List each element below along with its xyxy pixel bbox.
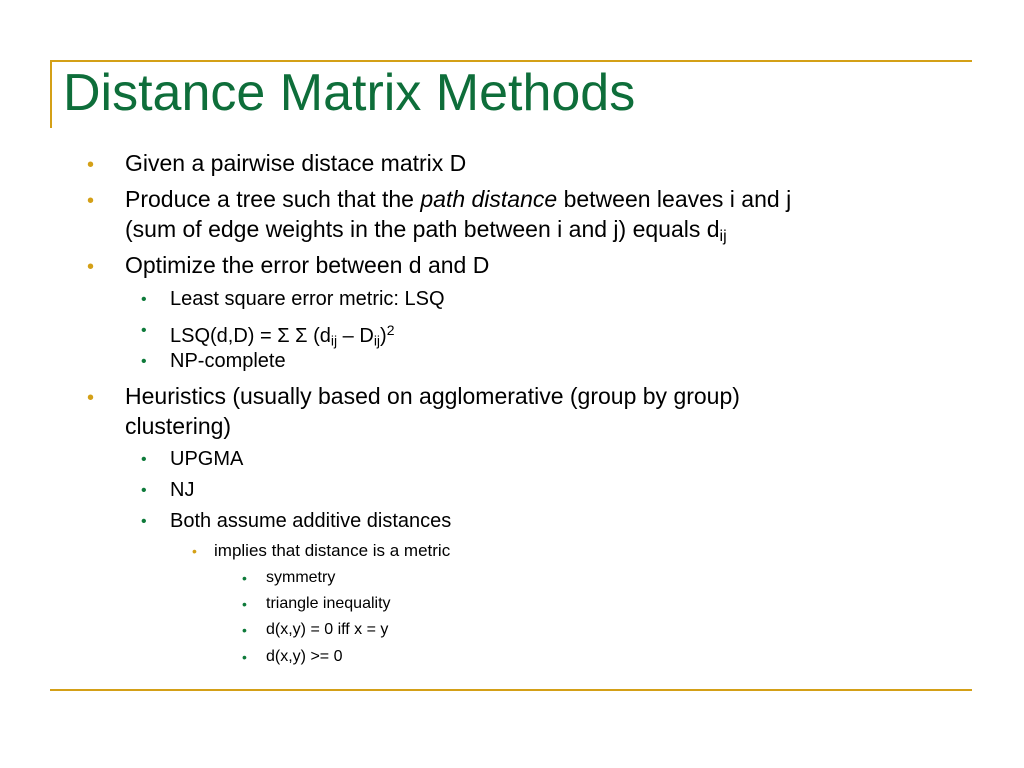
- bullet-icon: •: [87, 190, 95, 212]
- sub-bullet-item: [141, 446, 244, 473]
- level4-bullet-item: [242, 646, 343, 668]
- bullet-text: Heuristics (usually based on agglomerative (group by group): [125, 383, 740, 409]
- bullet-icon: •: [242, 570, 247, 586]
- bullet-text: d(x,y) >= 0: [266, 648, 343, 665]
- bullet-text: implies that distance is a metric: [214, 541, 451, 560]
- bullet-icon: •: [192, 543, 197, 559]
- sub-bullet-item: [141, 477, 195, 504]
- bullet-text: ): [380, 325, 387, 347]
- bullet-icon: •: [141, 353, 147, 370]
- bullet-text: Both assume additive distances: [170, 510, 452, 532]
- bullet-continuation: [125, 411, 231, 442]
- level4-bullet-item: [242, 567, 336, 589]
- bullet-item: [87, 148, 467, 179]
- bullet-icon: •: [87, 154, 95, 176]
- bullet-text: NJ: [170, 479, 195, 501]
- bullet-text: NP-complete: [170, 350, 286, 372]
- sub-bullet-item: [141, 348, 286, 375]
- bullet-text: UPGMA: [170, 448, 244, 470]
- bullet-text: Given a pairwise distace matrix D: [125, 150, 467, 176]
- slide-title: Distance Matrix Methods: [63, 64, 636, 122]
- bullet-icon: •: [141, 451, 147, 468]
- bullet-icon: •: [141, 291, 147, 308]
- bullet-text: symmetry: [266, 569, 336, 586]
- bullet-text: Least square error metric: LSQ: [170, 288, 445, 310]
- bullet-text: triangle inequality: [266, 595, 391, 612]
- bullet-text: Optimize the error between d and D: [125, 252, 490, 278]
- bullet-icon: •: [87, 387, 95, 409]
- subscript: ij: [719, 227, 727, 246]
- bullet-text: clustering): [125, 413, 232, 439]
- sub-sub-bullet-item: [192, 540, 451, 562]
- sub-bullet-item: [141, 286, 445, 313]
- bullet-text: between leaves i and j: [557, 186, 792, 212]
- subscript: ij: [330, 332, 338, 349]
- bullet-text: d(x,y) = 0 iff x = y: [266, 621, 389, 638]
- sub-bullet-item: [141, 508, 452, 535]
- level4-bullet-item: [242, 593, 391, 615]
- bullet-icon: •: [242, 596, 247, 612]
- bullet-icon: •: [141, 513, 147, 530]
- bullet-icon: •: [141, 482, 147, 499]
- bullet-item: [87, 184, 792, 215]
- bullet-text: (sum of edge weights in the path between i and j) equals d: [125, 216, 720, 242]
- bullet-item: [87, 381, 740, 412]
- bullet-item: [87, 250, 490, 281]
- bullet-text-emphasis: path distance: [420, 186, 558, 212]
- bullet-continuation: [125, 214, 727, 252]
- bullet-icon: •: [242, 649, 247, 665]
- bullet-text: Produce a tree such that the: [125, 186, 421, 212]
- subscript: ij: [373, 332, 381, 349]
- bullet-icon: •: [87, 256, 95, 278]
- bullet-icon: •: [141, 322, 147, 339]
- bullet-icon: •: [242, 622, 247, 638]
- level4-bullet-item: [242, 619, 389, 641]
- bullet-text: – D: [337, 325, 374, 347]
- superscript: 2: [386, 322, 395, 338]
- bullet-text: LSQ(d,D) = Σ Σ (d: [170, 325, 331, 347]
